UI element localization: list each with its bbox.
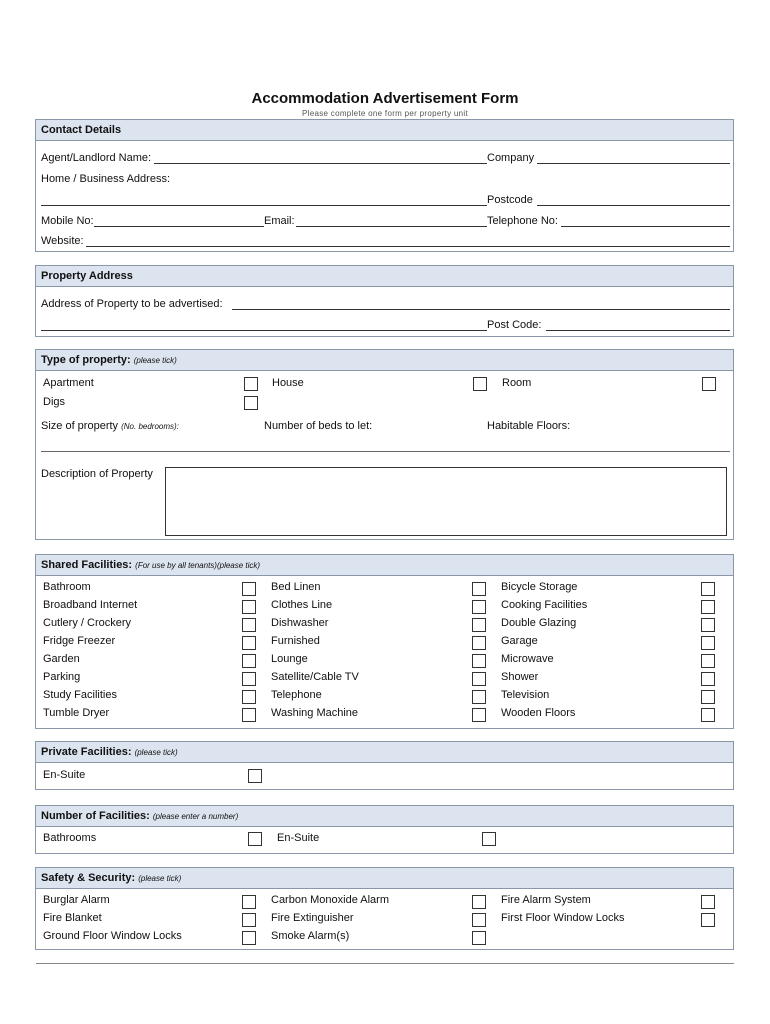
- bathrooms-number-input[interactable]: [248, 832, 262, 846]
- mobile-label: Mobile No:: [41, 215, 94, 227]
- description-textarea[interactable]: [165, 467, 727, 536]
- fridge-freezer-label: Fridge Freezer: [43, 635, 116, 647]
- fire-blanket-label: Fire Blanket: [43, 912, 102, 924]
- contact-details-section: [35, 119, 734, 252]
- bicycle-storage-checkbox[interactable]: [701, 582, 715, 596]
- telephone-label: Telephone: [271, 689, 322, 701]
- tumble-dryer-label: Tumble Dryer: [43, 707, 110, 719]
- parking-checkbox[interactable]: [242, 672, 256, 686]
- dishwasher-checkbox[interactable]: [472, 618, 486, 632]
- email-label: Email:: [264, 215, 295, 227]
- number-of-facilities-section: [35, 805, 734, 854]
- burglar-alarm-label: Burglar Alarm: [43, 894, 110, 906]
- shower-checkbox[interactable]: [701, 672, 715, 686]
- divider: [41, 451, 730, 452]
- email-field[interactable]: [296, 226, 487, 227]
- section-heading: Property Address: [41, 270, 133, 282]
- section-heading: Safety & Security: (please tick): [41, 872, 182, 884]
- form-subtitle: Please complete one form per property unit: [301, 109, 468, 118]
- business-address-field[interactable]: [41, 205, 487, 206]
- property-address-label: Address of Property to be advertised:: [41, 298, 223, 310]
- section-heading: Contact Details: [41, 124, 122, 136]
- bicycle-storage-label: Bicycle Storage: [501, 581, 578, 593]
- lounge-checkbox[interactable]: [472, 654, 486, 668]
- floors-label: Habitable Floors:: [487, 420, 571, 432]
- shared-facilities-header: [36, 555, 733, 576]
- form-title: Accommodation Advertisement Form: [251, 90, 519, 107]
- first-floor-window-locks-label: First Floor Window Locks: [501, 912, 625, 924]
- option-room: Room: [502, 377, 532, 389]
- private-facilities-section: [35, 741, 734, 790]
- business-address-label: Home / Business Address:: [41, 173, 171, 185]
- apartment-checkbox[interactable]: [244, 377, 258, 391]
- study-facilities-checkbox[interactable]: [242, 690, 256, 704]
- carbon-monoxide-alarm-label: Carbon Monoxide Alarm: [271, 894, 390, 906]
- digs-checkbox[interactable]: [244, 396, 258, 410]
- type-of-property-section: [35, 349, 734, 540]
- bed-linen-checkbox[interactable]: [472, 582, 486, 596]
- television-checkbox[interactable]: [701, 690, 715, 704]
- double-glazing-checkbox[interactable]: [701, 618, 715, 632]
- description-label: Description of Property: [41, 468, 153, 480]
- property-postcode-label: Post Code:: [487, 319, 542, 331]
- cooking-facilities-label: Cooking Facilities: [501, 599, 588, 611]
- double-glazing-label: Double Glazing: [501, 617, 577, 629]
- broadband-internet-checkbox[interactable]: [242, 600, 256, 614]
- beds-label: Number of beds to let:: [264, 420, 373, 432]
- study-facilities-label: Study Facilities: [43, 689, 117, 701]
- company-label: Company: [487, 152, 535, 164]
- bathrooms-label: Bathrooms: [43, 832, 97, 844]
- shared-facilities-section: [35, 554, 734, 729]
- option-digs: Digs: [43, 396, 66, 408]
- fridge-freezer-checkbox[interactable]: [242, 636, 256, 650]
- option-house: House: [272, 377, 304, 389]
- agent-field[interactable]: [154, 163, 487, 164]
- cooking-facilities-checkbox[interactable]: [701, 600, 715, 614]
- burglar-alarm-checkbox[interactable]: [242, 895, 256, 909]
- section-heading: Number of Facilities: (please enter a number): [41, 810, 239, 822]
- garage-label: Garage: [501, 635, 538, 647]
- first-floor-window-locks-checkbox[interactable]: [701, 913, 715, 927]
- dishwasher-label: Dishwasher: [271, 617, 329, 629]
- telephone-checkbox[interactable]: [472, 690, 486, 704]
- safety-security-header: [36, 868, 733, 889]
- agent-label: Agent/Landlord Name:: [41, 152, 152, 164]
- private-facilities-header: [36, 742, 733, 763]
- garden-label: Garden: [43, 653, 80, 665]
- fire-extinguisher-label: Fire Extinguisher: [271, 912, 354, 924]
- number-ensuite-label: En-Suite: [277, 832, 320, 844]
- private-ensuite-label: En-Suite: [43, 769, 86, 781]
- clothes-line-checkbox[interactable]: [472, 600, 486, 614]
- cutlery-crockery-checkbox[interactable]: [242, 618, 256, 632]
- microwave-checkbox[interactable]: [701, 654, 715, 668]
- smoke-alarm-s-checkbox[interactable]: [472, 931, 486, 945]
- smoke-alarm-s-label: Smoke Alarm(s): [271, 930, 350, 942]
- bathroom-label: Bathroom: [43, 581, 91, 593]
- section-heading: Shared Facilities: (For use by all tenants)(please tick): [41, 559, 261, 571]
- garage-checkbox[interactable]: [701, 636, 715, 650]
- bathroom-checkbox[interactable]: [242, 582, 256, 596]
- option-apartment: Apartment: [43, 377, 94, 389]
- property-address-field[interactable]: [232, 309, 730, 310]
- postcode-field[interactable]: [537, 205, 730, 206]
- bed-linen-label: Bed Linen: [271, 581, 321, 593]
- property-address-line2[interactable]: [41, 330, 487, 331]
- microwave-label: Microwave: [501, 653, 554, 665]
- satellite-cable-tv-checkbox[interactable]: [472, 672, 486, 686]
- clothes-line-label: Clothes Line: [271, 599, 333, 611]
- broadband-internet-label: Broadband Internet: [43, 599, 138, 611]
- type-of-property-header: [36, 350, 733, 371]
- satellite-cable-tv-label: Satellite/Cable TV: [271, 671, 359, 683]
- footer-divider: [36, 963, 734, 964]
- telephone-field[interactable]: [561, 226, 730, 227]
- contact-details-header: [36, 120, 733, 141]
- ensuite-number-input[interactable]: [482, 832, 496, 846]
- television-label: Television: [501, 689, 550, 701]
- fire-alarm-system-label: Fire Alarm System: [501, 894, 591, 906]
- furnished-checkbox[interactable]: [472, 636, 486, 650]
- wooden-floors-label: Wooden Floors: [501, 707, 576, 719]
- furnished-label: Furnished: [271, 635, 320, 647]
- parking-label: Parking: [43, 671, 81, 683]
- property-postcode-field[interactable]: [546, 330, 730, 331]
- house-checkbox[interactable]: [473, 377, 487, 391]
- washing-machine-label: Washing Machine: [271, 707, 359, 719]
- washing-machine-checkbox[interactable]: [472, 708, 486, 722]
- wooden-floors-checkbox[interactable]: [701, 708, 715, 722]
- section-heading: Private Facilities: (please tick): [41, 746, 178, 758]
- company-field[interactable]: [537, 163, 730, 164]
- garden-checkbox[interactable]: [242, 654, 256, 668]
- private-ensuite-checkbox[interactable]: [248, 769, 262, 783]
- property-address-section: [35, 265, 734, 337]
- fire-alarm-system-checkbox[interactable]: [701, 895, 715, 909]
- fire-extinguisher-checkbox[interactable]: [472, 913, 486, 927]
- carbon-monoxide-alarm-checkbox[interactable]: [472, 895, 486, 909]
- ground-floor-window-locks-checkbox[interactable]: [242, 931, 256, 945]
- telephone-label: Telephone No:: [487, 215, 558, 227]
- section-heading: Type of property: (please tick): [41, 354, 177, 366]
- fire-blanket-checkbox[interactable]: [242, 913, 256, 927]
- shower-label: Shower: [501, 671, 539, 683]
- property-address-header: [36, 266, 733, 287]
- size-label: Size of property (No. bedrooms):: [41, 420, 179, 432]
- room-checkbox[interactable]: [702, 377, 716, 391]
- website-field[interactable]: [86, 246, 730, 247]
- mobile-field[interactable]: [94, 226, 264, 227]
- postcode-label: Postcode: [487, 194, 533, 206]
- ground-floor-window-locks-label: Ground Floor Window Locks: [43, 930, 182, 942]
- website-label: Website:: [41, 235, 84, 247]
- safety-security-section: [35, 867, 734, 950]
- cutlery-crockery-label: Cutlery / Crockery: [43, 617, 132, 629]
- tumble-dryer-checkbox[interactable]: [242, 708, 256, 722]
- lounge-label: Lounge: [271, 653, 308, 665]
- number-of-facilities-header: [36, 806, 733, 827]
